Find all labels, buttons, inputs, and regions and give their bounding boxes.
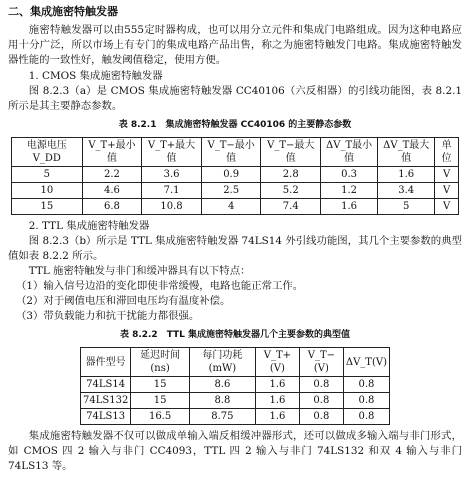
table-cell: 1.6 bbox=[255, 377, 299, 393]
table-row bbox=[81, 377, 390, 393]
cmos-parameter-table bbox=[11, 137, 459, 215]
table-cell: 3.4 bbox=[378, 183, 435, 199]
table1-header-row bbox=[12, 138, 459, 167]
table2-caption: 表 8.2.2 TTL 集成施密特触发器几个主要参数的典型值 bbox=[119, 330, 351, 340]
table-cell: 6.8 bbox=[82, 199, 142, 215]
table-cell: 8.75 bbox=[189, 409, 255, 425]
table-cell: 5 bbox=[12, 167, 83, 183]
table-cell: 2.2 bbox=[82, 167, 142, 183]
table-row bbox=[12, 167, 459, 183]
table-cell: V bbox=[435, 167, 459, 183]
table-cell: 74LS13 bbox=[81, 409, 131, 425]
cmos-heading: 1. CMOS 集成施密特触发器 bbox=[28, 70, 163, 82]
table-cell: 0.8 bbox=[343, 393, 389, 409]
table-cell: 5 bbox=[378, 199, 435, 215]
section-title: 二、集成施密特触发器 bbox=[8, 5, 118, 18]
feature-item: （1）输入信号边沿的变化即使非常缓慢，电路也能正常工作。 bbox=[16, 280, 304, 292]
table-cell: 2.8 bbox=[261, 167, 321, 183]
table-cell: 0.9 bbox=[201, 167, 261, 183]
table1-header: 单位 bbox=[435, 138, 459, 167]
table-cell: 1.6 bbox=[255, 409, 299, 425]
table-cell: 1.6 bbox=[321, 199, 378, 215]
table-cell: 10 bbox=[12, 183, 83, 199]
table1-header: V_T+最大值 bbox=[142, 138, 202, 167]
intro-paragraph: 施密特触发器可以由555定时器构成，也可以用分立元件和集成门电路组成。因为这种电路应用十分广泛，所以市场上有专门的集成电路产品出售，称之为施密特触发门电路。集成施密特触发器性能的一致性好，触发阈值稳定，使用方便。 bbox=[8, 24, 462, 66]
table1-caption: 表 8.2.1 集成施密特触发器 CC40106 的主要静态参数 bbox=[118, 120, 352, 130]
table-cell: 3.6 bbox=[142, 167, 202, 183]
table-cell: 0.3 bbox=[321, 167, 378, 183]
table-cell: 1.2 bbox=[321, 183, 378, 199]
table-cell: 4 bbox=[201, 199, 261, 215]
table-row bbox=[81, 393, 390, 409]
table-cell: 7.4 bbox=[261, 199, 321, 215]
table1-header: V_T+最小值 bbox=[82, 138, 142, 167]
table-cell: 74LS132 bbox=[81, 393, 131, 409]
table-cell: 7.1 bbox=[142, 183, 202, 199]
table2-header: V_T−(V) bbox=[299, 348, 343, 377]
feature-item: （3）带负载能力和抗干扰能力都很强。 bbox=[16, 310, 200, 322]
table-cell: 16.5 bbox=[131, 409, 190, 425]
table2-header: 器件型号 bbox=[81, 348, 131, 377]
ttl-features-intro: TTL 施密特触发与非门和缓冲器具有以下特点： bbox=[28, 265, 251, 277]
table-cell: 0.8 bbox=[299, 377, 343, 393]
table-cell: 1.6 bbox=[378, 167, 435, 183]
table-cell: 15 bbox=[131, 377, 190, 393]
table-cell: V bbox=[435, 199, 459, 215]
footer-paragraph: 集成施密特触发器不仅可以做成单输入端反相缓冲器形式，还可以做成多输入端与非门形式，如 CMOS 四 2 输入与非门 CC4093，TTL 四 2 输入与非门 74LS132 和双 4 输入与非门 74LS13 等。 bbox=[8, 430, 462, 472]
table-cell: 0.8 bbox=[343, 409, 389, 425]
table-cell: 8.8 bbox=[189, 393, 255, 409]
feature-item: （2）对于阈值电压和滞回电压均有温度补偿。 bbox=[16, 295, 231, 307]
table1-header: V_T−最大值 bbox=[261, 138, 321, 167]
table-row bbox=[81, 409, 390, 425]
table1-header: 电源电压 V_DD bbox=[12, 138, 83, 167]
table-cell: 2.5 bbox=[201, 183, 261, 199]
table2-header: 每门功耗 (mW) bbox=[189, 348, 255, 377]
table-cell: 74LS14 bbox=[81, 377, 131, 393]
table-cell: 0.8 bbox=[299, 393, 343, 409]
table2-header-row bbox=[81, 348, 390, 377]
table1-header: V_T−最小值 bbox=[201, 138, 261, 167]
table-cell: 0.8 bbox=[343, 377, 389, 393]
table2-header: 延迟时间 (ns) bbox=[131, 348, 190, 377]
ttl-paragraph: 图 8.2.3（b）所示是 TTL 集成施密特触发器 74LS14 外引线功能图，其几个主要参数的典型值如表 8.2.2 所示。 bbox=[8, 235, 462, 262]
table-cell: 15 bbox=[12, 199, 83, 215]
table-cell: 5.2 bbox=[261, 183, 321, 199]
table2-header: V_T+(V) bbox=[255, 348, 299, 377]
table-cell: 15 bbox=[131, 393, 190, 409]
table-cell: V bbox=[435, 183, 459, 199]
table-cell: 0.8 bbox=[299, 409, 343, 425]
ttl-heading: 2. TTL 集成施密特触发器 bbox=[28, 220, 150, 232]
table-cell: 4.6 bbox=[82, 183, 142, 199]
cmos-paragraph: 图 8.2.3（a）是 CMOS 集成施密特触发器 CC40106（六反相器）的引线功能图，表 8.2.1 所示是其主要静态参数。 bbox=[8, 85, 462, 112]
table1-header: ΔV_T最小值 bbox=[321, 138, 378, 167]
table-cell: 1.6 bbox=[255, 393, 299, 409]
ttl-parameter-table bbox=[80, 347, 390, 425]
table-cell: 10.8 bbox=[142, 199, 202, 215]
table-cell: 8.6 bbox=[189, 377, 255, 393]
table1-header: ΔV_T最大值 bbox=[378, 138, 435, 167]
table2-header: ΔV_T(V) bbox=[343, 348, 389, 377]
table-row bbox=[12, 199, 459, 215]
table-row bbox=[12, 183, 459, 199]
